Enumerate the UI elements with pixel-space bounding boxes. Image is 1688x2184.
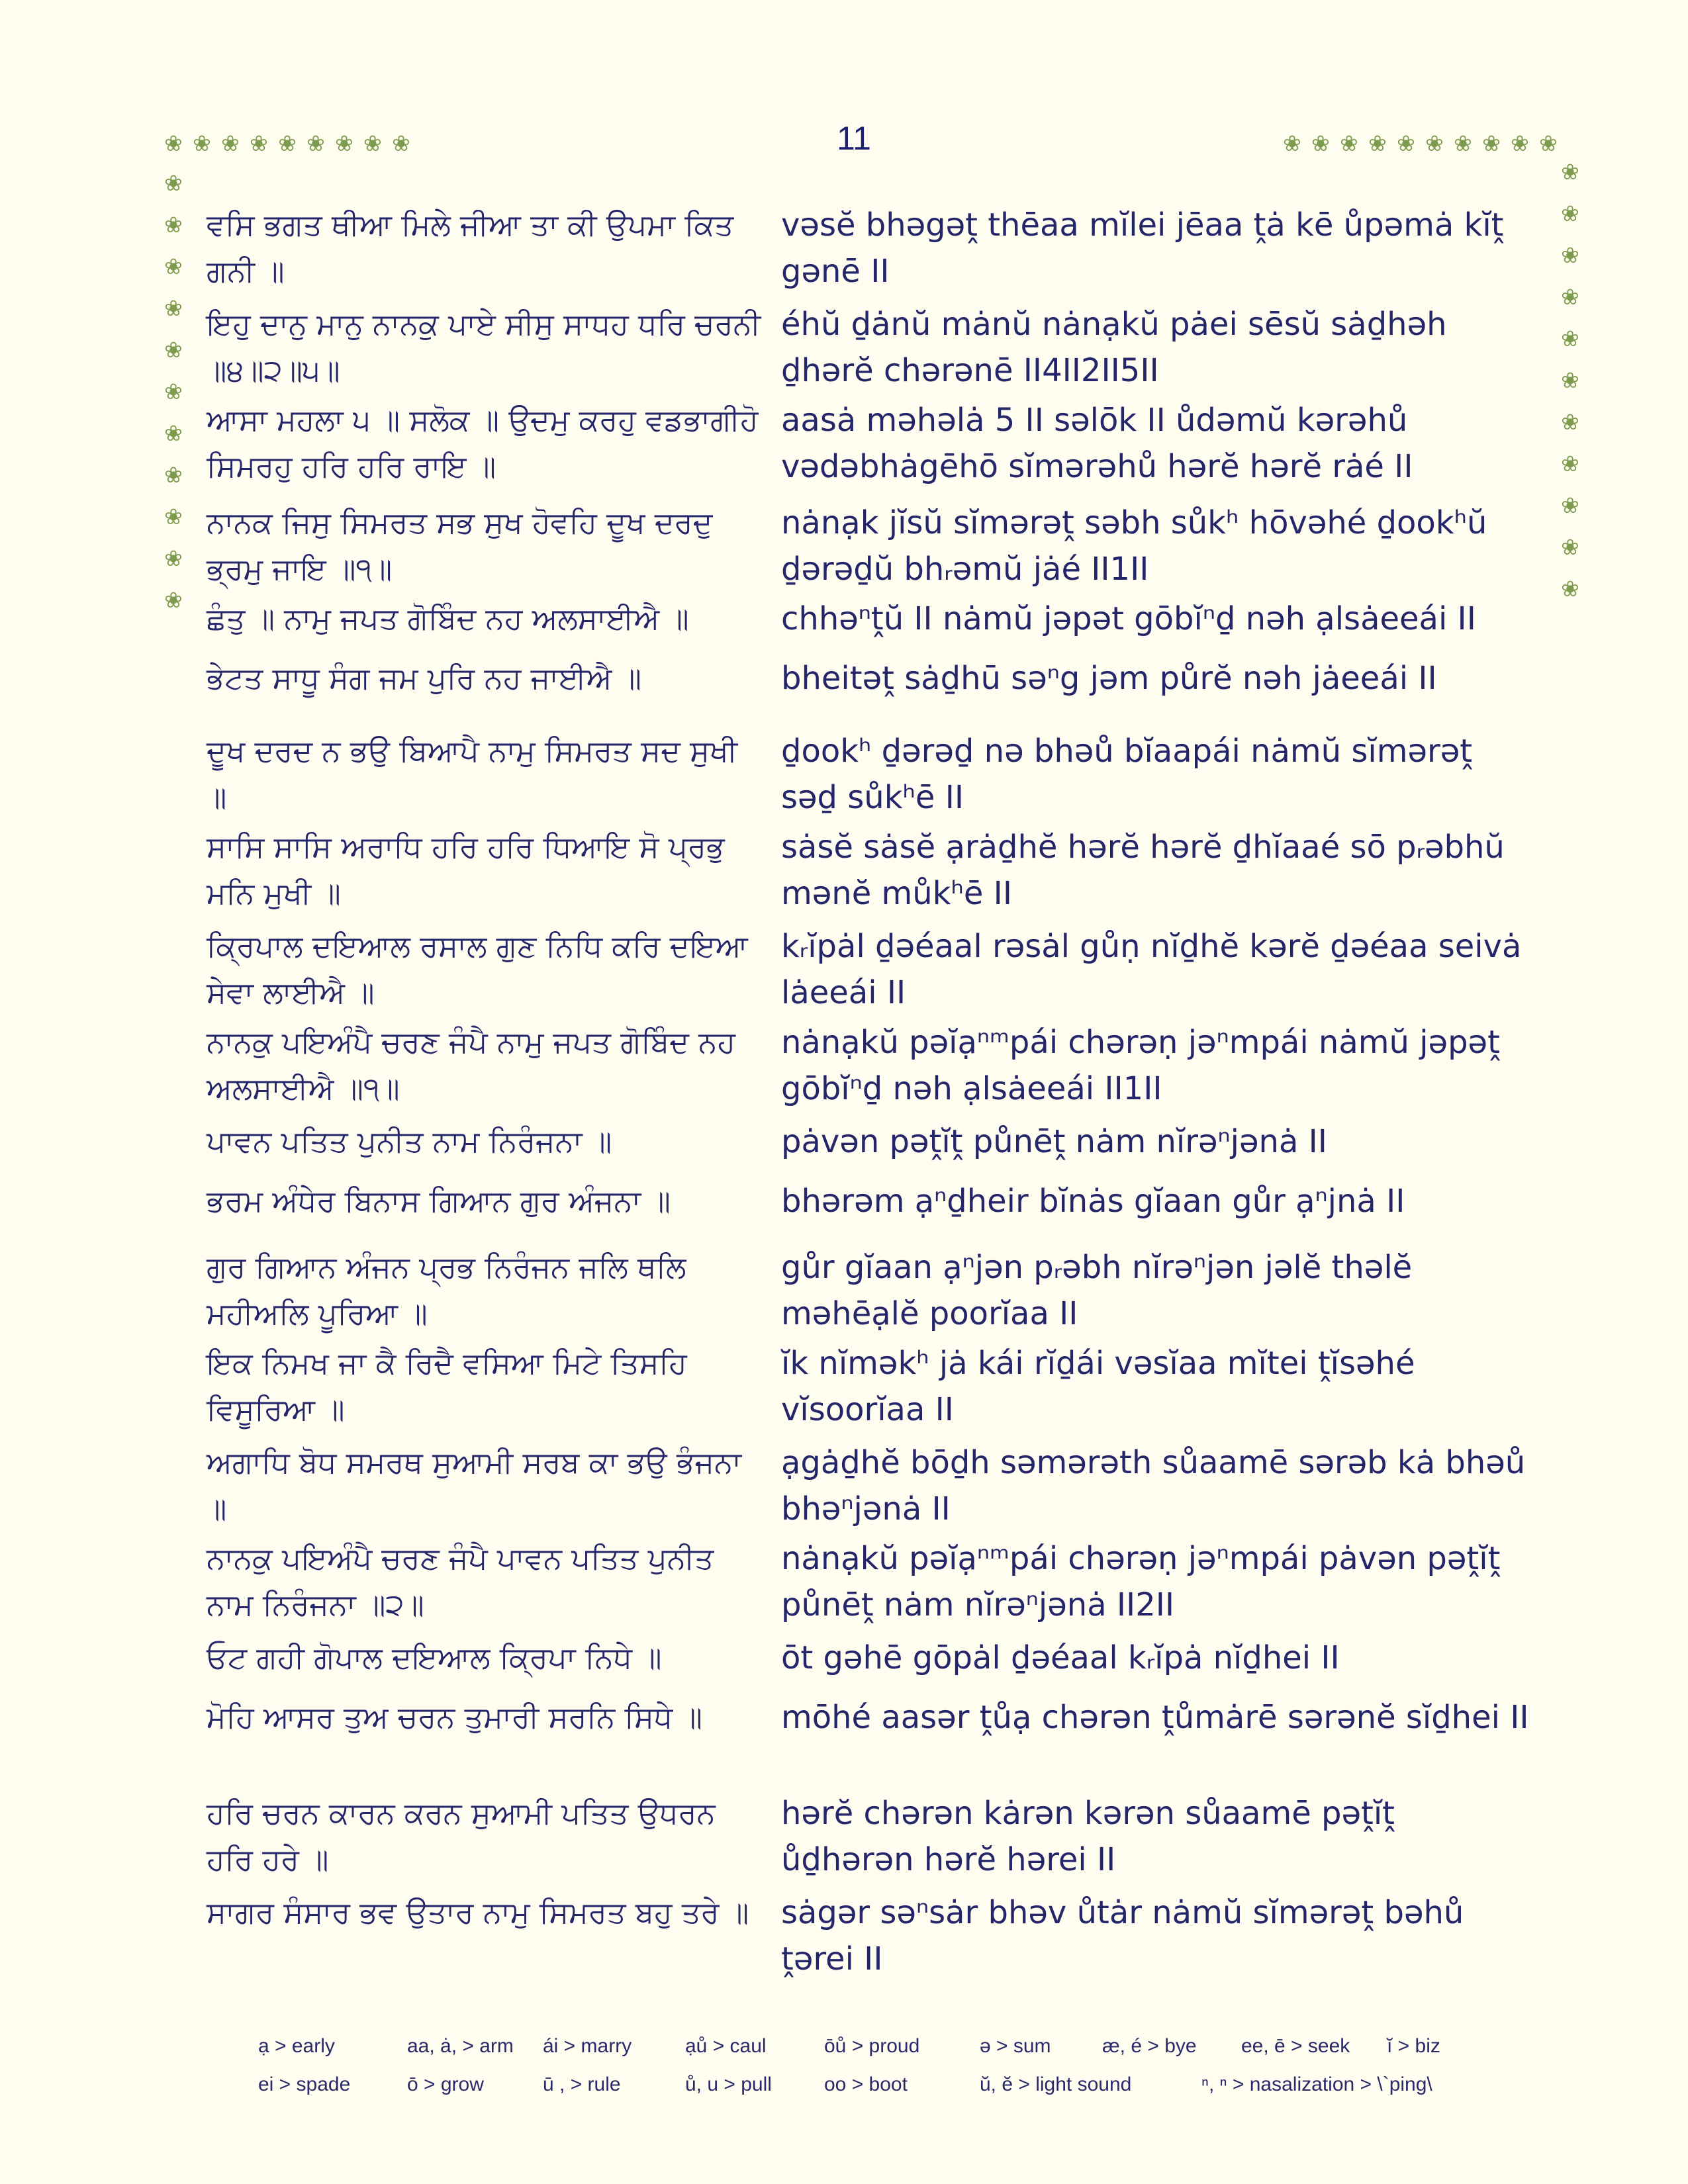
- gurmukhi-text: ਭੇਟਤ ਸਾਧੂ ਸੰਗ ਜਮ ਪੁਰਿ ਨਹ ਜਾਈਐ ॥: [207, 660, 641, 696]
- gurmukhi-text: ਕ੍ਰਿਪਾਲ ਦਇਆਲ ਰਸਾਲ ਗੁਣ ਨਿਧਿ ਕਰਿ ਦਇਆ ਸੇਵਾ ਲਾਈਐ ॥: [207, 929, 757, 1010]
- key-entry: ei > spade: [258, 2073, 351, 2095]
- flower-icon: ❀: [1561, 159, 1579, 185]
- key-entry: ō > grow: [407, 2073, 484, 2095]
- page-number: 11: [837, 120, 871, 157]
- flower-icon: ❀: [1482, 130, 1501, 156]
- flower-icon: ❀: [278, 130, 297, 156]
- gurmukhi-text: ਛੰਤੁ ॥ ਨਾਮੁ ਜਪਤ ਗੋਬਿੰਦ ਨਹ ਅਲਸਾਈਐ ॥: [207, 601, 689, 636]
- flower-icon: ❀: [164, 420, 183, 446]
- key-entry: ĭ > biz: [1387, 2035, 1440, 2057]
- flower-icon: ❀: [1511, 130, 1529, 156]
- flower-icon: ❀: [1454, 130, 1472, 156]
- transliteration-text: pȧvən pəṱĭṱ půnēṱ nȧm nĭrəⁿjənȧ II: [781, 1123, 1327, 1160]
- key-entry: æ, é > bye: [1102, 2035, 1197, 2057]
- key-entry: oo > boot: [824, 2073, 908, 2095]
- flower-icon: ❀: [1539, 130, 1558, 156]
- transliteration-text: sȧsĕ sȧsĕ ạrȧḏhĕ hərĕ hərĕ ḏhĭaaé sō pᵣəbhŭ mənĕ můkʰē II: [781, 829, 1515, 912]
- flower-icon: ❀: [363, 130, 382, 156]
- gurmukhi-text: ਨਾਨਕੁ ਪਇਅੰਪੈ ਚਰਣ ਜੰਪੈ ਪਾਵਨ ਪਤਿਤ ਪੁਨੀਤ ਨਾਮ ਨਿਰੰਜਨਾ ॥੨॥: [207, 1541, 724, 1622]
- flower-icon: ❀: [164, 212, 183, 238]
- gurmukhi-text: ਓਟ ਗਹੀ ਗੋਪਾਲ ਦਇਆਲ ਕ੍ਰਿਪਾ ਨਿਧੇ ॥: [207, 1640, 662, 1675]
- flower-icon: ❀: [1340, 130, 1358, 156]
- gurmukhi-text: ਮੋਹਿ ਆਸਰ ਤੁਅ ਚਰਨ ਤੁਮਾਰੀ ਸਰਨਿ ਸਿਧੇ ॥: [207, 1700, 702, 1735]
- flower-icon: ❀: [164, 587, 183, 613]
- gurmukhi-text: ਅਗਾਧਿ ਬੋਧ ਸਮਰਥ ਸੁਆਮੀ ਸਰਬ ਕਾ ਭਉ ਭੰਜਨਾ ॥: [207, 1445, 751, 1526]
- key-entry: ōů > proud: [824, 2035, 920, 2057]
- transliteration-text: nȧnạk jĭsŭ sĭmərəṱ səbh sůkʰ hōvəhé ḏookʰŭ ḏərəḏŭ bhᵣəmŭ jȧé II1II: [781, 504, 1497, 588]
- transliteration-text: aasȧ məhəlȧ 5 II səlōk II ůdəmŭ kərəhů vədəbhȧgēhō sĭmərəhů hərĕ hərĕ rȧé II: [781, 402, 1418, 485]
- transliteration-text: nȧnạkŭ pəĭạⁿᵐpái chərəṇ jəⁿmpái nȧmŭ jəpəṱ gōbĭⁿḏ nəh ạlsȧeeái II1II: [781, 1024, 1511, 1107]
- flower-icon: ❀: [1561, 284, 1579, 310]
- transliteration-text: bheitəṱ sȧḏhū səⁿg jəm půrĕ nəh jȧeeái II: [781, 660, 1437, 697]
- flower-icon: ❀: [1425, 130, 1444, 156]
- flower-icon: ❀: [221, 130, 240, 156]
- flower-icon: ❀: [1311, 130, 1330, 156]
- gurmukhi-text: ਨਾਨਕ ਜਿਸੁ ਸਿਮਰਤ ਸਭ ਸੁਖ ਹੋਵਹਿ ਦੂਖ ਦਰਦੁ ਭ੍ਰਮੁ ਜਾਇ ॥੧॥: [207, 505, 722, 586]
- transliteration-text: hərĕ chərən kȧrən kərən sůaamē pəṱĭṱ ůḏhərən hərĕ hərei II: [781, 1795, 1405, 1878]
- gurmukhi-text: ਇਹੁ ਦਾਨੁ ਮਾਨੁ ਨਾਨਕੁ ਪਾਏ ਸੀਸੁ ਸਾਧਹ ਧਰਿ ਚਰਨੀ ॥੪॥੨॥੫॥: [207, 306, 771, 388]
- flower-icon: ❀: [164, 504, 183, 529]
- gurmukhi-text: ਹਰਿ ਚਰਨ ਕਾਰਨ ਕਰਨ ਸੁਆਮੀ ਪਤਿਤ ਉਧਰਨ ਹਰਿ ਹਰੇ ॥: [207, 1796, 725, 1877]
- flower-icon: ❀: [164, 295, 183, 321]
- gurmukhi-text: ਇਕ ਨਿਮਖ ਜਾ ਕੈ ਰਿਦੈ ਵਸਿਆ ਮਿਟੇ ਤਿਸਹਿ ਵਿਸੂਰਿਆ ॥: [207, 1345, 697, 1427]
- flower-icon: ❀: [1561, 492, 1579, 518]
- transliteration-text: sȧgər səⁿsȧr bhəv ůtȧr nȧmŭ sĭmərəṱ bəhů ṱərei II: [781, 1894, 1474, 1978]
- key-entry: ū , > rule: [543, 2073, 621, 2095]
- flower-icon: ❀: [164, 253, 183, 279]
- flower-icon: ❀: [1561, 576, 1579, 602]
- transliteration-text: éhŭ ḏȧnŭ mȧnŭ nȧnạkŭ pȧei sēsŭ sȧḏhəh ḏhərĕ chərənē II4II2II5II: [781, 306, 1457, 389]
- flower-icon: ❀: [164, 170, 183, 196]
- flower-icon: ❀: [250, 130, 268, 156]
- flower-icon: ❀: [1561, 451, 1579, 477]
- transliteration-text: mōhé aasər ṱůạ chərən ṱůmȧrē sərənĕ sĭḏhei II: [781, 1699, 1529, 1736]
- transliteration-text: bhərəm ạⁿḏheir bĭnȧs gĭaan gůr ạⁿjnȧ II: [781, 1183, 1405, 1220]
- flower-icon: ❀: [1561, 326, 1579, 351]
- flower-icon: ❀: [1561, 367, 1579, 393]
- transliteration-text: kᵣĭpȧl ḏəéaal rəsȧl gůṇ nĭḏhĕ kərĕ ḏəéaa seivȧ lȧeeái II: [781, 928, 1532, 1011]
- flower-icon: ❀: [1368, 130, 1387, 156]
- gurmukhi-text: ਸਾਗਰ ਸੰਸਾਰ ਭਵ ਉਤਾਰ ਨਾਮੁ ਸਿਮਰਤ ਬਹੁ ਤਰੇ ॥: [207, 1895, 749, 1930]
- flower-icon: ❀: [1561, 409, 1579, 435]
- key-entry: aa, ȧ, > arm: [407, 2035, 514, 2057]
- flower-icon: ❀: [392, 130, 410, 156]
- flower-icon: ❀: [164, 462, 183, 488]
- gurmukhi-text: ਗੁਰ ਗਿਆਨ ਅੰਜਨ ਪ੍ਰਭ ਨਿਰੰਜਨ ਜਲਿ ਥਲਿ ਮਹੀਅਲਿ ਪੂਰਿਆ ॥: [207, 1250, 696, 1331]
- key-entry: ee, ē > seek: [1241, 2035, 1350, 2057]
- flower-icon: ❀: [306, 130, 325, 156]
- flower-icon: ❀: [1561, 534, 1579, 560]
- transliteration-text: vəsĕ bhəgəṱ thēaa mĭlei jēaa ṱȧ kē ůpəmȧ kĭṱ gənē II: [781, 206, 1514, 290]
- transliteration-text: nȧnạkŭ pəĭạⁿᵐpái chərəṇ jəⁿmpái pȧvən pəṱĭṱ půnēṱ nȧm nĭrəⁿjənȧ II2II: [781, 1540, 1511, 1623]
- gurmukhi-text: ਪਾਵਨ ਪਤਿਤ ਪੁਨੀਤ ਨਾਮ ਨਿਰੰਜਨਾ ॥: [207, 1124, 612, 1159]
- flower-icon: ❀: [164, 130, 183, 156]
- flower-icon: ❀: [164, 545, 183, 571]
- key-entry: ⁿ, ⁿ > nasalization > \`ping\: [1201, 2073, 1432, 2095]
- gurmukhi-text: ਸਾਸਿ ਸਾਸਿ ਅਰਾਧਿ ਹਰਿ ਹਰਿ ਧਿਆਇ ਸੋ ਪ੍ਰਭੁ ਮਨਿ ਮੁਖੀ ॥: [207, 829, 734, 911]
- gurmukhi-text: ਨਾਨਕੁ ਪਇਅੰਪੈ ਚਰਣ ਜੰਪੈ ਨਾਮੁ ਜਪਤ ਗੋਬਿੰਦ ਨਹ ਅਲਸਾਈਐ ॥੧॥: [207, 1024, 745, 1106]
- gurmukhi-text: ਵਸਿ ਭਗਤ ਥੀਆ ਮਿਲੇ ਜੀਆ ਤਾ ਕੀ ਉਪਮਾ ਕਿਤ ਗਨੀ ॥: [207, 207, 743, 289]
- gurmukhi-text: ਆਸਾ ਮਹਲਾ ੫ ॥ ਸਲੋਕ ॥ ਉਦਮੁ ਕਰਹੁ ਵਡਭਾਗੀਹੋ ਸਿਮਰਹੁ ਹਰਿ ਹਰਿ ਰਾਇ ॥: [207, 402, 768, 484]
- key-entry: ů, u > pull: [685, 2073, 772, 2095]
- transliteration-text: ĭk nĭməkʰ jȧ kái rĭḏái vəsĭaa mĭtei ṱĭsəhé vĭsoorĭaa II: [781, 1345, 1425, 1428]
- key-entry: ə > sum: [980, 2035, 1051, 2057]
- flower-icon: ❀: [193, 130, 211, 156]
- transliteration-text: chhəⁿṱŭ II nȧmŭ jəpət gōbĭⁿḏ nəh ạlsȧeeái II: [781, 600, 1476, 637]
- transliteration-text: ḏookʰ ḏərəḏ nə bhəů bĭaapái nȧmŭ sĭmərəṱ səḏ sůkʰē II: [781, 733, 1483, 816]
- flower-icon: ❀: [164, 379, 183, 404]
- transliteration-text: gůr gĭaan ạⁿjən pᵣəbh nĭrəⁿjən jəlĕ thəlĕ məhēạlĕ poorĭaa II: [781, 1249, 1423, 1332]
- flower-icon: ❀: [1561, 242, 1579, 268]
- key-entry: ạů > caul: [685, 2035, 767, 2057]
- flower-icon: ❀: [1397, 130, 1415, 156]
- key-entry: ái > marry: [543, 2035, 632, 2057]
- flower-icon: ❀: [164, 337, 183, 363]
- flower-icon: ❀: [1561, 201, 1579, 226]
- gurmukhi-text: ਦੂਖ ਦਰਦ ਨ ਭਉ ਬਿਆਪੈ ਨਾਮੁ ਸਿਮਰਤ ਸਦ ਸੁਖੀ ॥: [207, 733, 747, 815]
- key-entry: ạ > early: [258, 2035, 335, 2057]
- flower-icon: ❀: [1283, 130, 1301, 156]
- transliteration-text: ōt gəhē gōpȧl ḏəéaal kᵣĭpȧ nĭḏhei II: [781, 1639, 1340, 1676]
- flower-icon: ❀: [335, 130, 353, 156]
- transliteration-text: ạgȧḏhĕ bōḏh səmərəth sůaamē sərəb kȧ bhəů bhəⁿjənȧ II: [781, 1444, 1536, 1527]
- gurmukhi-text: ਭਰਮ ਅੰਧੇਰ ਬਿਨਾਸ ਗਿਆਨ ਗੁਰ ਅੰਜਨਾ ॥: [207, 1183, 671, 1218]
- key-entry: ŭ, ĕ > light sound: [980, 2073, 1132, 2095]
